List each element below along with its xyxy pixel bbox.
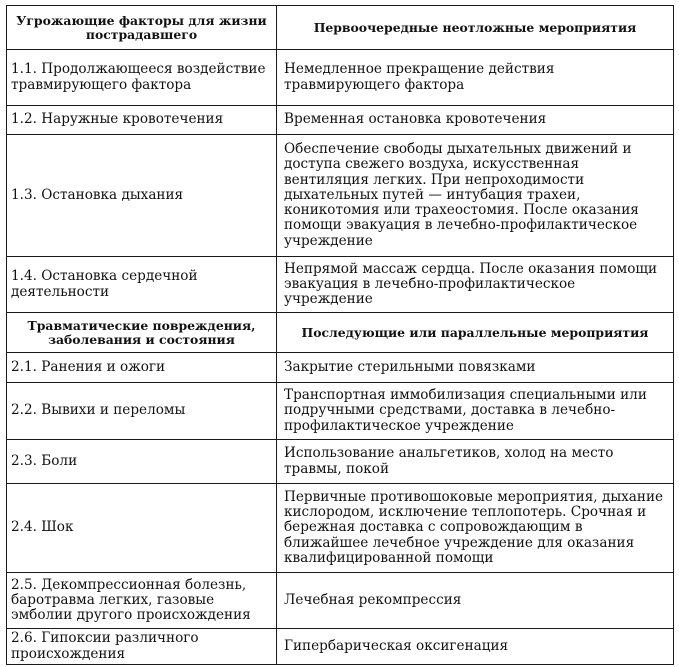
table-row (7, 573, 674, 629)
factor-cell: 1.3. Остановка дыхания (7, 135, 277, 257)
factor-cell: 2.2. Вывихи и переломы (7, 383, 277, 440)
measure-cell: Лечебная рекомпрессия (277, 573, 674, 629)
measure-cell: Транспортная иммобилизация специальными или подручными средствами, доставка в лечебно-профилактическое учреждение (277, 383, 674, 440)
section1-header-left: Угрожающие факторы для жизни пострадавшего (7, 6, 277, 50)
section1-header-right: Первоочередные неотложные мероприятия (277, 6, 674, 50)
table-row (7, 135, 674, 257)
measure-cell: Гипербарическая оксигенация (277, 629, 674, 665)
section2-header-left: Травматические повреждения, заболевания и состояния (7, 313, 277, 353)
table-row (7, 353, 674, 383)
table-row (7, 106, 674, 135)
measure-cell: Закрытие стерильными повязками (277, 353, 674, 383)
section2-header-right: Последующие или параллельные мероприятия (277, 313, 674, 353)
measure-cell: Обеспечение свободы дыхательных движений и доступа свежего воздуха, искусственная вентиляция легких. При непроходимости дыхательных путей — интубация трахеи, коникотомия или трахеостомия. После оказания помощи эвакуация в лечебно-профилактическое учреждение (277, 135, 674, 257)
factor-cell: 1.1. Продолжающееся воздействие травмирующего фактора (7, 50, 277, 106)
section1-header-row (7, 6, 674, 50)
factor-cell: 2.5. Декомпрессионная болезнь, баротравма легких, газовые эмболии другого происхождения (7, 573, 277, 629)
table-row (7, 440, 674, 484)
factor-cell: 2.6. Гипоксии различного происхождения (7, 629, 277, 665)
measure-cell: Непрямой массаж сердца. После оказания помощи эвакуация в лечебно-профилактическое учреждение (277, 257, 674, 313)
measure-cell: Первичные противошоковые мероприятия, дыхание кислородом, исключение теплопотерь. Срочная и бережная доставка с сопровождающим в ближайшее лечебное учреждение для оказания квалифицированной помощи (277, 484, 674, 573)
factor-cell: 1.4. Остановка сердечной деятельности (7, 257, 277, 313)
first-aid-table (6, 5, 674, 665)
section2-header-row (7, 313, 674, 353)
table-row (7, 629, 674, 665)
factor-cell: 1.2. Наружные кровотечения (7, 106, 277, 135)
table-row (7, 50, 674, 106)
table-row (7, 383, 674, 440)
measure-cell: Немедленное прекращение действия травмирующего фактора (277, 50, 674, 106)
table-row (7, 257, 674, 313)
factor-cell: 2.3. Боли (7, 440, 277, 484)
measure-cell: Использование анальгетиков, холод на место травмы, покой (277, 440, 674, 484)
measure-cell: Временная остановка кровотечения (277, 106, 674, 135)
factor-cell: 2.4. Шок (7, 484, 277, 573)
factor-cell: 2.1. Ранения и ожоги (7, 353, 277, 383)
table-row (7, 484, 674, 573)
